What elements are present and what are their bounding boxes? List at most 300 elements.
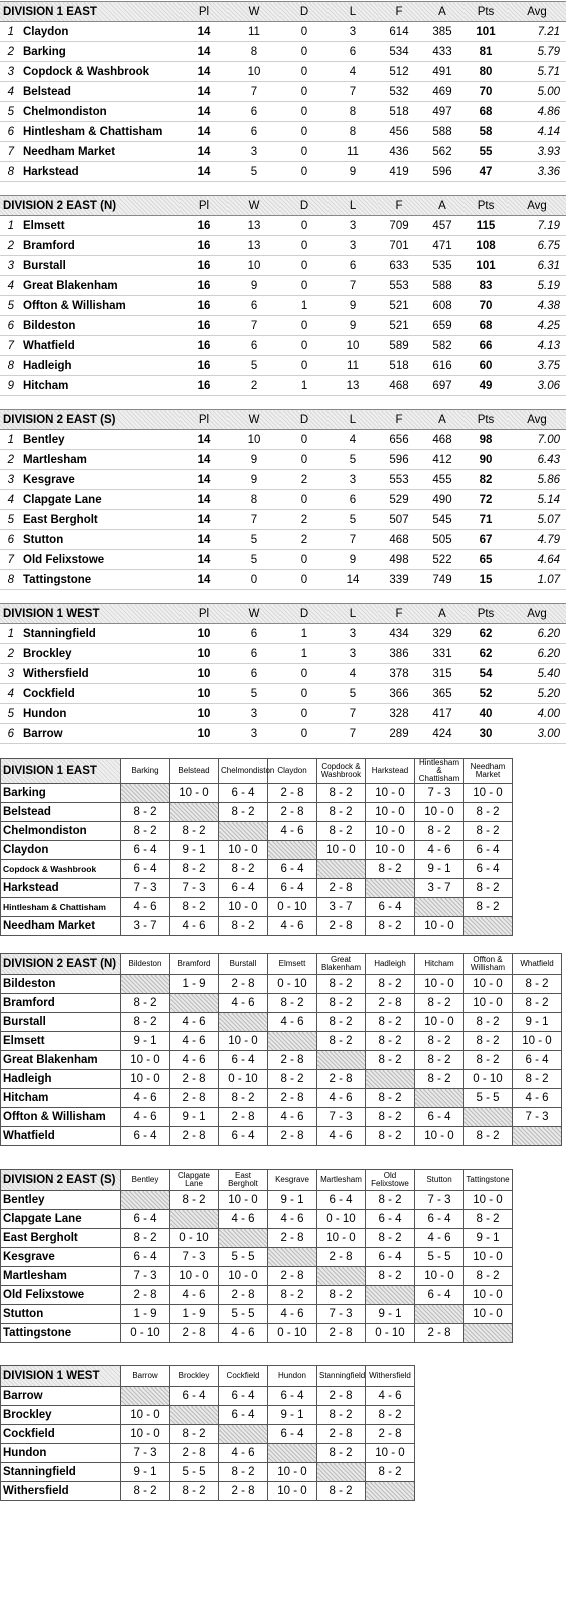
cell-team: Hitcham: [20, 376, 180, 396]
cell-d: 0: [280, 430, 328, 450]
blank-cell: [268, 1444, 317, 1463]
cell-avg: 6.31: [508, 256, 566, 276]
blank-cell: [317, 1051, 366, 1070]
cell-avg: 5.79: [508, 42, 566, 62]
cell-f: 289: [378, 724, 420, 744]
column-header: W: [228, 604, 280, 624]
cell-d: 0: [280, 664, 328, 684]
table-row: [1, 822, 513, 841]
cell-a: 582: [420, 336, 464, 356]
cell-d: 0: [280, 216, 328, 236]
result-cell: 8 - 2: [317, 994, 366, 1013]
table-row: [0, 256, 566, 276]
column-header-elmsett: Elmsett: [268, 954, 317, 975]
table-row: [0, 664, 566, 684]
result-cell: 8 - 2: [415, 1032, 464, 1051]
cell-a: 471: [420, 236, 464, 256]
cell-pts: 54: [464, 664, 508, 684]
table-row: [1, 1444, 415, 1463]
cell-pl: 14: [180, 102, 228, 122]
cell-pl: 14: [180, 490, 228, 510]
table-row: [1, 1032, 562, 1051]
result-cell: 2 - 8: [317, 879, 366, 898]
column-header-needham-market: Needham Market: [464, 759, 513, 784]
result-cell: 8 - 2: [170, 1482, 219, 1501]
result-cell: 10 - 0: [170, 1267, 219, 1286]
cell-d: 0: [280, 570, 328, 590]
blank-cell: [366, 1286, 415, 1305]
cell-a: 455: [420, 470, 464, 490]
cell-d: 0: [280, 276, 328, 296]
cell-pos: 2: [0, 236, 20, 256]
cell-team: Offton & Willisham: [20, 296, 180, 316]
cell-a: 522: [420, 550, 464, 570]
cell-w: 5: [228, 684, 280, 704]
blank-cell: [317, 1267, 366, 1286]
table-row: [0, 430, 566, 450]
result-cell: 4 - 6: [415, 841, 464, 860]
result-cell: 8 - 2: [121, 1482, 170, 1501]
column-header: A: [420, 2, 464, 22]
column-header: Pts: [464, 604, 508, 624]
cell-avg: 5.71: [508, 62, 566, 82]
result-cell: 9 - 1: [121, 1032, 170, 1051]
result-cell: 4 - 6: [170, 1286, 219, 1305]
blank-cell: [268, 1248, 317, 1267]
result-cell: 8 - 2: [464, 1051, 513, 1070]
result-cell: 2 - 8: [170, 1444, 219, 1463]
result-cell: 2 - 8: [366, 994, 415, 1013]
result-cell: 8 - 2: [219, 1089, 268, 1108]
cell-avg: 4.13: [508, 336, 566, 356]
result-cell: 10 - 0: [219, 841, 268, 860]
table-row: [0, 510, 566, 530]
row-team-bentley: Bentley: [1, 1191, 121, 1210]
row-team-martlesham: Martlesham: [1, 1267, 121, 1286]
result-cell: 10 - 0: [464, 1286, 513, 1305]
cell-a: 315: [420, 664, 464, 684]
row-team-stanningfield: Stanningfield: [1, 1463, 121, 1482]
table-row: [0, 276, 566, 296]
cell-w: 5: [228, 530, 280, 550]
row-team-clapgate-lane: Clapgate Lane: [1, 1210, 121, 1229]
cell-pos: 3: [0, 664, 20, 684]
blank-cell: [366, 879, 415, 898]
result-cell: 8 - 2: [415, 822, 464, 841]
table-row: [0, 490, 566, 510]
column-header: D: [280, 196, 328, 216]
result-cell: 1 - 9: [170, 1305, 219, 1324]
cell-l: 8: [328, 102, 378, 122]
league-table-division-2-east-n: [0, 195, 566, 396]
result-cell: 0 - 10: [219, 1070, 268, 1089]
cell-pl: 14: [180, 510, 228, 530]
league-table-header: [0, 196, 566, 216]
cell-w: 6: [228, 644, 280, 664]
cell-l: 10: [328, 336, 378, 356]
result-cell: 4 - 6: [121, 898, 170, 917]
cell-f: 521: [378, 316, 420, 336]
cell-avg: 4.00: [508, 704, 566, 724]
cell-l: 3: [328, 236, 378, 256]
column-header: Avg: [508, 604, 566, 624]
table-row: [0, 296, 566, 316]
result-cell: 9 - 1: [366, 1305, 415, 1324]
cell-a: 385: [420, 22, 464, 42]
cell-pts: 65: [464, 550, 508, 570]
cell-pts: 15: [464, 570, 508, 590]
table-row: [1, 1305, 513, 1324]
cell-avg: 3.00: [508, 724, 566, 744]
column-header-hadleigh: Hadleigh: [366, 954, 415, 975]
result-cell: 8 - 2: [317, 975, 366, 994]
cell-avg: 7.21: [508, 22, 566, 42]
cell-f: 512: [378, 62, 420, 82]
result-cell: 6 - 4: [219, 879, 268, 898]
result-cell: 8 - 2: [366, 1229, 415, 1248]
result-cell: 6 - 4: [366, 1248, 415, 1267]
cell-d: 0: [280, 684, 328, 704]
result-cell: 8 - 2: [219, 860, 268, 879]
cell-pts: 70: [464, 296, 508, 316]
row-team-chelmondiston: Chelmondiston: [1, 822, 121, 841]
cell-pts: 80: [464, 62, 508, 82]
cell-avg: 3.93: [508, 142, 566, 162]
cell-a: 490: [420, 490, 464, 510]
cell-a: 365: [420, 684, 464, 704]
blank-cell: [513, 1127, 562, 1146]
result-cell: 10 - 0: [268, 1482, 317, 1501]
result-cell: 6 - 4: [219, 1051, 268, 1070]
result-cell: 4 - 6: [317, 1127, 366, 1146]
result-cell: 8 - 2: [366, 1108, 415, 1127]
cell-pts: 71: [464, 510, 508, 530]
column-header-great-blakenham: Great Blakenham: [317, 954, 366, 975]
result-cell: 7 - 3: [513, 1108, 562, 1127]
cell-a: 505: [420, 530, 464, 550]
column-header: A: [420, 196, 464, 216]
row-team-tattingstone: Tattingstone: [1, 1324, 121, 1343]
cell-pl: 16: [180, 316, 228, 336]
cell-a: 412: [420, 450, 464, 470]
cell-a: 535: [420, 256, 464, 276]
table-row: [1, 994, 562, 1013]
result-cell: 6 - 4: [219, 784, 268, 803]
table-row: [0, 316, 566, 336]
cell-f: 656: [378, 430, 420, 450]
cell-f: 378: [378, 664, 420, 684]
cell-team: Tattingstone: [20, 570, 180, 590]
cell-avg: 6.20: [508, 624, 566, 644]
cell-pos: 5: [0, 102, 20, 122]
cell-w: 6: [228, 102, 280, 122]
cell-d: 0: [280, 162, 328, 182]
cell-w: 5: [228, 550, 280, 570]
result-cell: 8 - 2: [317, 784, 366, 803]
cell-pos: 4: [0, 82, 20, 102]
column-header: Avg: [508, 410, 566, 430]
cell-avg: 4.79: [508, 530, 566, 550]
column-header-clapgate-lane: Clapgate Lane: [170, 1170, 219, 1191]
table-row: [0, 336, 566, 356]
table-row: [1, 841, 513, 860]
cell-w: 6: [228, 122, 280, 142]
cell-a: 424: [420, 724, 464, 744]
column-header: Pts: [464, 410, 508, 430]
cell-pl: 16: [180, 276, 228, 296]
cell-pos: 6: [0, 724, 20, 744]
result-cell: 6 - 4: [415, 1286, 464, 1305]
result-cell: 6 - 4: [121, 841, 170, 860]
result-cell: 6 - 4: [464, 841, 513, 860]
result-cell: 6 - 4: [415, 1108, 464, 1127]
cell-d: 0: [280, 256, 328, 276]
column-header: A: [420, 604, 464, 624]
cell-w: 8: [228, 42, 280, 62]
cell-team: East Bergholt: [20, 510, 180, 530]
result-cell: 8 - 2: [170, 822, 219, 841]
cell-a: 545: [420, 510, 464, 530]
cell-w: 3: [228, 724, 280, 744]
cell-d: 0: [280, 724, 328, 744]
cell-w: 5: [228, 356, 280, 376]
cell-l: 7: [328, 724, 378, 744]
cell-pts: 82: [464, 470, 508, 490]
table-row: [0, 162, 566, 182]
result-cell: 2 - 8: [170, 1127, 219, 1146]
row-team-belstead: Belstead: [1, 803, 121, 822]
result-cell: 2 - 8: [170, 1089, 219, 1108]
cell-d: 0: [280, 490, 328, 510]
cell-w: 7: [228, 510, 280, 530]
result-cell: 10 - 0: [464, 1248, 513, 1267]
cell-pl: 10: [180, 664, 228, 684]
result-cell: 0 - 10: [268, 1324, 317, 1343]
row-team-bildeston: Bildeston: [1, 975, 121, 994]
result-cell: 9 - 1: [170, 1108, 219, 1127]
result-cell: 2 - 8: [317, 1425, 366, 1444]
result-cell: 4 - 6: [268, 822, 317, 841]
cell-team: Withersfield: [20, 664, 180, 684]
cell-d: 1: [280, 644, 328, 664]
table-row: [1, 1248, 513, 1267]
result-cell: 4 - 6: [170, 1013, 219, 1032]
cell-avg: 4.64: [508, 550, 566, 570]
result-cell: 8 - 2: [317, 1286, 366, 1305]
result-cell: 9 - 1: [513, 1013, 562, 1032]
result-cell: 9 - 1: [464, 1229, 513, 1248]
cell-avg: 4.25: [508, 316, 566, 336]
column-header-east-bergholt: East Bergholt: [219, 1170, 268, 1191]
cell-f: 553: [378, 276, 420, 296]
table-row: [0, 704, 566, 724]
cell-d: 2: [280, 470, 328, 490]
table-row: [0, 22, 566, 42]
column-header-bildeston: Bildeston: [121, 954, 170, 975]
column-header-whatfield: Whatfield: [513, 954, 562, 975]
cell-l: 9: [328, 316, 378, 336]
column-header: W: [228, 2, 280, 22]
result-cell: 2 - 8: [268, 1089, 317, 1108]
result-cell: 8 - 2: [464, 1127, 513, 1146]
cell-a: 433: [420, 42, 464, 62]
table-row: [0, 470, 566, 490]
cell-team: Bildeston: [20, 316, 180, 336]
cell-d: 0: [280, 22, 328, 42]
result-cell: 7 - 3: [317, 1305, 366, 1324]
result-cell: 8 - 2: [464, 1210, 513, 1229]
result-cell: 4 - 6: [268, 1013, 317, 1032]
result-cell: 2 - 8: [268, 1127, 317, 1146]
result-cell: 6 - 4: [317, 1191, 366, 1210]
table-row: [0, 724, 566, 744]
cell-l: 11: [328, 142, 378, 162]
result-cell: 0 - 10: [366, 1324, 415, 1343]
result-cell: 8 - 2: [415, 1051, 464, 1070]
column-header: Pl: [180, 410, 228, 430]
result-cell: 8 - 2: [415, 994, 464, 1013]
cell-team: Chelmondiston: [20, 102, 180, 122]
cell-pts: 101: [464, 256, 508, 276]
result-cell: 2 - 8: [121, 1286, 170, 1305]
column-header: D: [280, 410, 328, 430]
result-cell: 10 - 0: [464, 1305, 513, 1324]
table-row: [1, 860, 513, 879]
cell-d: 2: [280, 510, 328, 530]
result-cell: 8 - 2: [513, 975, 562, 994]
cell-w: 6: [228, 336, 280, 356]
cell-pos: 8: [0, 356, 20, 376]
cell-pos: 6: [0, 530, 20, 550]
cell-f: 366: [378, 684, 420, 704]
cell-f: 436: [378, 142, 420, 162]
table-row: [0, 530, 566, 550]
result-cell: 0 - 10: [268, 975, 317, 994]
row-team-great-blakenham: Great Blakenham: [1, 1051, 121, 1070]
table-row: [0, 644, 566, 664]
cell-a: 588: [420, 122, 464, 142]
cell-pos: 7: [0, 142, 20, 162]
results-grid-header: [1, 1366, 415, 1387]
cell-team: Martlesham: [20, 450, 180, 470]
column-header-brockley: Brockley: [170, 1366, 219, 1387]
cell-f: 532: [378, 82, 420, 102]
table-row: [1, 879, 513, 898]
result-cell: 8 - 2: [121, 1013, 170, 1032]
result-cell: 5 - 5: [170, 1463, 219, 1482]
result-cell: 8 - 2: [366, 1191, 415, 1210]
result-cell: 4 - 6: [513, 1089, 562, 1108]
result-cell: 8 - 2: [317, 803, 366, 822]
cell-pl: 14: [180, 142, 228, 162]
column-header-harkstead: Harkstead: [366, 759, 415, 784]
row-team-barrow: Barrow: [1, 1387, 121, 1406]
column-header: Avg: [508, 196, 566, 216]
result-cell: 4 - 6: [170, 1051, 219, 1070]
table-row: [0, 62, 566, 82]
cell-avg: 5.07: [508, 510, 566, 530]
cell-w: 10: [228, 430, 280, 450]
result-cell: 8 - 2: [219, 1463, 268, 1482]
result-cell: 8 - 2: [121, 1229, 170, 1248]
cell-team: Kesgrave: [20, 470, 180, 490]
cell-pts: 101: [464, 22, 508, 42]
cell-pts: 108: [464, 236, 508, 256]
result-cell: 8 - 2: [121, 803, 170, 822]
cell-f: 614: [378, 22, 420, 42]
cell-d: 0: [280, 142, 328, 162]
table-row: [0, 376, 566, 396]
result-cell: 0 - 10: [464, 1070, 513, 1089]
cell-avg: 6.20: [508, 644, 566, 664]
league-table-division-2-east-s: [0, 409, 566, 590]
result-cell: 2 - 8: [317, 1324, 366, 1343]
cell-l: 4: [328, 664, 378, 684]
result-cell: 6 - 4: [170, 1387, 219, 1406]
cell-f: 521: [378, 296, 420, 316]
result-cell: 5 - 5: [219, 1248, 268, 1267]
cell-pl: 16: [180, 336, 228, 356]
cell-team: Barrow: [20, 724, 180, 744]
cell-pl: 14: [180, 430, 228, 450]
result-cell: 9 - 1: [121, 1463, 170, 1482]
result-cell: 8 - 2: [268, 1286, 317, 1305]
cell-l: 3: [328, 624, 378, 644]
cell-l: 9: [328, 296, 378, 316]
table-row: [1, 1070, 562, 1089]
blank-cell: [464, 1108, 513, 1127]
results-grid-division-2-east-s: [0, 1169, 513, 1343]
row-team-whatfield: Whatfield: [1, 1127, 121, 1146]
result-cell: 8 - 2: [464, 879, 513, 898]
cell-l: 3: [328, 644, 378, 664]
result-cell: 0 - 10: [317, 1210, 366, 1229]
result-cell: 6 - 4: [121, 1127, 170, 1146]
row-team-bramford: Bramford: [1, 994, 121, 1013]
blank-cell: [464, 917, 513, 936]
row-team-burstall: Burstall: [1, 1013, 121, 1032]
result-cell: 10 - 0: [121, 1070, 170, 1089]
cell-d: 0: [280, 62, 328, 82]
column-header-withersfield: Withersfield: [366, 1366, 415, 1387]
cell-a: 469: [420, 82, 464, 102]
cell-pos: 6: [0, 316, 20, 336]
cell-d: 0: [280, 122, 328, 142]
cell-team: Whatfield: [20, 336, 180, 356]
cell-pos: 2: [0, 42, 20, 62]
results-grid-division-2-east-n: [0, 953, 562, 1146]
cell-pts: 49: [464, 376, 508, 396]
result-cell: 10 - 0: [415, 1267, 464, 1286]
cell-team: Bentley: [20, 430, 180, 450]
league-table-header: [0, 2, 566, 22]
cell-team: Hintlesham & Chattisham: [20, 122, 180, 142]
cell-pts: 72: [464, 490, 508, 510]
result-cell: 10 - 0: [415, 1013, 464, 1032]
result-cell: 2 - 8: [268, 784, 317, 803]
cell-avg: 5.40: [508, 664, 566, 684]
cell-pl: 14: [180, 22, 228, 42]
cell-f: 419: [378, 162, 420, 182]
cell-w: 11: [228, 22, 280, 42]
result-cell: 2 - 8: [366, 1425, 415, 1444]
cell-pos: 1: [0, 216, 20, 236]
result-cell: 4 - 6: [366, 1387, 415, 1406]
table-row: [0, 82, 566, 102]
column-header: L: [328, 410, 378, 430]
result-cell: 3 - 7: [317, 898, 366, 917]
cell-d: 0: [280, 356, 328, 376]
